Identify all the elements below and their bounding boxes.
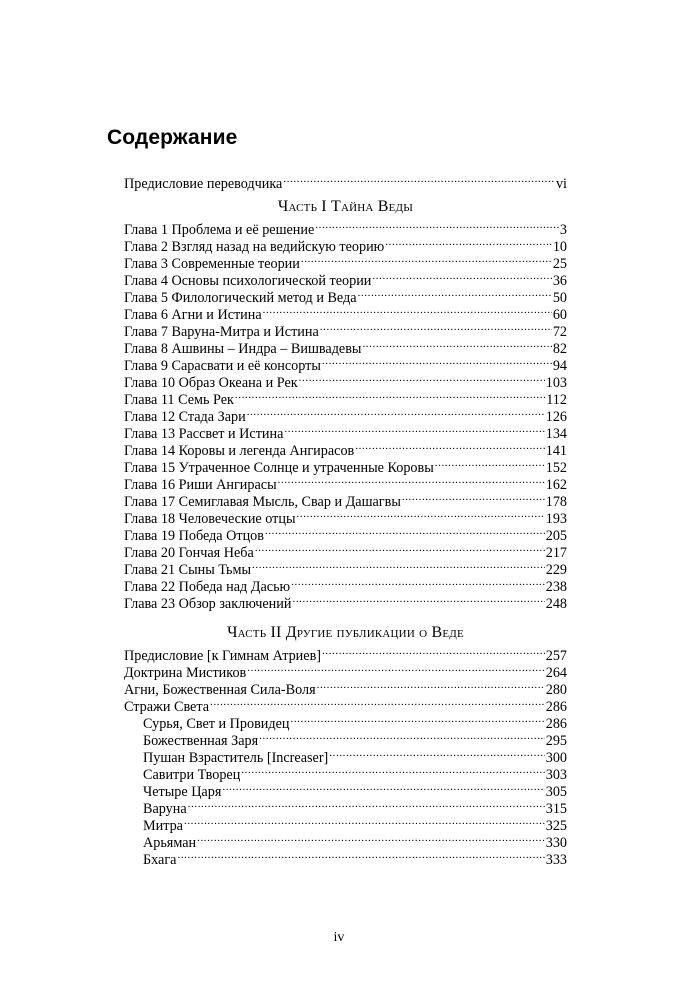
part-2-sublist [124, 711, 567, 868]
toc-entry-title: Глава 3 Современные теории [124, 256, 300, 272]
leader-dots [362, 336, 551, 353]
toc-entry-title: Глава 15 Утраченное Солнце и утраченные Коровы [124, 460, 434, 476]
toc-entry-page: 217 [545, 545, 567, 561]
toc-entry-page: 300 [545, 750, 567, 766]
toc-entry-title: Глава 22 Победа над Дасью [124, 579, 291, 595]
leader-dots [358, 285, 552, 302]
leader-dots [252, 557, 545, 574]
toc-entry-page: 286 [545, 716, 567, 732]
toc-entry-page: 303 [545, 767, 567, 783]
leader-dots [235, 387, 545, 404]
part-1-list [124, 217, 567, 612]
toc-entry-page: 134 [545, 426, 567, 442]
toc-entry[interactable] [124, 796, 567, 817]
toc-entry-title: Глава 9 Сарасвати и её консорты [124, 358, 321, 374]
leader-dots [297, 506, 545, 523]
toc-entry[interactable] [124, 643, 567, 664]
toc-entry[interactable] [124, 830, 567, 851]
leader-dots [355, 438, 544, 455]
toc-entry-title: Глава 8 Ашвины – Индра – Вишвадевы [124, 341, 362, 357]
toc-entry-page: 72 [552, 324, 567, 340]
toc-entry-title: Доктрина Мистиков [124, 665, 247, 681]
leader-dots [263, 302, 552, 319]
toc-entry-page: 162 [545, 477, 567, 493]
toc-entry-page: 141 [545, 443, 567, 459]
page-number: iv [333, 930, 345, 945]
toc-entry-title: Предисловие переводчика [124, 176, 283, 192]
toc-entry-title: Глава 7 Варуна-Митра и Истина [124, 324, 319, 340]
toc-entry-title: Бхага [143, 852, 177, 868]
leader-dots [197, 830, 545, 847]
toc-entry-title: Глава 2 Взгляд назад на ведийскую теорию [124, 239, 385, 255]
toc-entry-title: Глава 5 Филологический метод и Веда [124, 290, 357, 306]
toc-entry-page: 257 [545, 648, 567, 664]
leader-dots [292, 591, 544, 608]
toc-entry-page: 238 [545, 579, 567, 595]
leader-dots [435, 455, 545, 472]
toc-part-1 [124, 197, 567, 612]
toc-entry-title: Савитри Творец [143, 767, 241, 783]
toc-entry-page: 112 [546, 392, 567, 408]
toc-entry-title: Арьяман [143, 835, 197, 851]
toc-entry-page: 82 [552, 341, 567, 357]
leader-dots [372, 268, 551, 285]
toc-entry-title: Глава 23 Обзор заключений [124, 596, 292, 612]
toc-entry[interactable] [124, 813, 567, 834]
toc-entry-title: Глава 17 Семиглавая Мысль, Свар и Дашагвы [124, 494, 401, 510]
page-title: Содержание [107, 126, 238, 149]
toc-entry-page: 94 [552, 358, 567, 374]
leader-dots [184, 813, 545, 830]
toc-entry-title: Предисловие [к Гимнам Атриев] [124, 648, 321, 664]
leader-dots [301, 251, 552, 268]
toc-entry-title: Глава 1 Проблема и её решение [124, 222, 315, 238]
toc-entry-page: 152 [545, 460, 567, 476]
toc-entry-title: Четыре Царя [143, 784, 222, 800]
toc-preface [124, 171, 567, 192]
toc-entry[interactable] [124, 217, 567, 238]
part-2-title: Часть II Другие публикации о Веде [227, 624, 464, 641]
toc-entry-page: 315 [545, 801, 567, 817]
leader-dots [385, 234, 552, 251]
leader-dots [322, 353, 552, 370]
toc-entry-title: Глава 10 Образ Океана и Рек [124, 375, 298, 391]
toc-entry-title: Глава 11 Семь Рек [124, 392, 234, 408]
toc-entry-page: 333 [545, 852, 567, 868]
leader-dots [329, 745, 544, 762]
toc-entry-page: 286 [545, 699, 567, 715]
toc-entry-title: Глава 19 Победа Отцов [124, 528, 264, 544]
leader-dots [278, 472, 545, 489]
leader-dots [259, 728, 545, 745]
leader-dots [317, 677, 545, 694]
toc-entry-title: Божественная Заря [143, 733, 259, 749]
toc-entry-page: vi [555, 176, 567, 192]
leader-dots [402, 489, 545, 506]
toc-entry[interactable] [124, 847, 567, 868]
toc-entry-title: Стражи Света [124, 699, 210, 715]
toc-entry-page: 205 [545, 528, 567, 544]
toc-entry-title: Глава 20 Гончая Неба [124, 545, 254, 561]
toc-entry-page: 264 [545, 665, 567, 681]
leader-dots [222, 779, 544, 796]
toc-entry-page: 295 [545, 733, 567, 749]
toc-entry-title: Митра [143, 818, 183, 834]
toc-entry-title: Глава 18 Человеческие отцы [124, 511, 296, 527]
leader-dots [177, 847, 544, 864]
toc-entry-title: Сурья, Свет и Провидец [143, 716, 290, 732]
toc-entry-title: Агни, Божественная Сила-Воля [124, 682, 316, 698]
toc-entry-title: Пушан Взраститель [Increaser] [143, 750, 329, 766]
leader-dots [283, 171, 555, 188]
toc-entry-title: Глава 16 Риши Ангирасы [124, 477, 277, 493]
toc-part-2 [124, 623, 567, 868]
leader-dots [315, 217, 559, 234]
toc-entry-page: 3 [559, 222, 567, 238]
toc-entry-page: 280 [545, 682, 567, 698]
toc-entry-page: 126 [545, 409, 567, 425]
leader-dots [299, 370, 545, 387]
toc-entry-page: 103 [545, 375, 567, 391]
toc-entry-page: 330 [545, 835, 567, 851]
leader-dots [255, 540, 545, 557]
leader-dots [290, 711, 544, 728]
leader-dots [241, 762, 544, 779]
toc-entry-page: 60 [552, 307, 567, 323]
leader-dots [291, 574, 545, 591]
part-2-list [124, 643, 567, 715]
toc-entry-page: 193 [545, 511, 567, 527]
toc-entry-page: 248 [545, 596, 567, 612]
toc-entry-page: 50 [552, 290, 567, 306]
toc-entry-page: 178 [545, 494, 567, 510]
leader-dots [322, 643, 545, 660]
toc-entry-title: Варуна [143, 801, 187, 817]
toc-entry-title: Глава 12 Стада Зари [124, 409, 246, 425]
toc-entry-page: 229 [545, 562, 567, 578]
leader-dots [284, 421, 544, 438]
toc-entry-page: 305 [545, 784, 567, 800]
leader-dots [265, 523, 545, 540]
leader-dots [210, 694, 545, 711]
toc-entry-title: Глава 21 Сыны Тьмы [124, 562, 252, 578]
toc-entry-title: Глава 6 Агни и Истина [124, 307, 262, 323]
toc-entry-page: 10 [552, 239, 567, 255]
toc-entry[interactable] [124, 171, 567, 192]
toc-entry-page: 36 [552, 273, 567, 289]
toc-entry-title: Глава 14 Коровы и легенда Ангирасов [124, 443, 355, 459]
leader-dots [188, 796, 545, 813]
part-1-title: Часть I Тайна Веды [277, 198, 414, 215]
leader-dots [247, 404, 545, 421]
toc-entry-page: 25 [552, 256, 567, 272]
toc-entry-title: Глава 4 Основы психологической теории [124, 273, 372, 289]
toc-entry-title: Глава 13 Рассвет и Истина [124, 426, 284, 442]
leader-dots [320, 319, 552, 336]
toc-entry-page: 325 [545, 818, 567, 834]
leader-dots [247, 660, 544, 677]
